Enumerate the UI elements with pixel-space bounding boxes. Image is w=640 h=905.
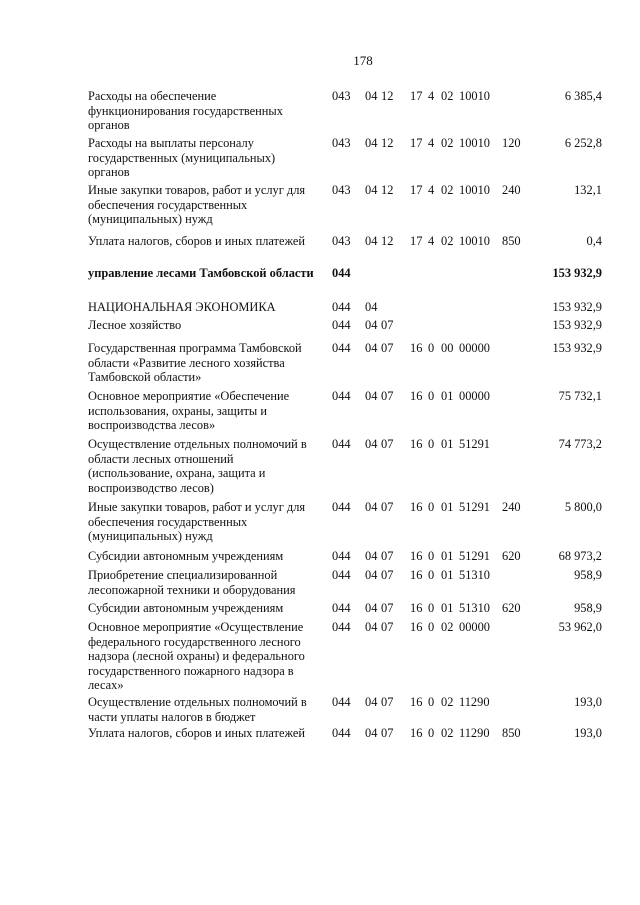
row-amount: 75 732,1 (558, 389, 602, 403)
row-amount: 0,4 (586, 234, 602, 248)
row-amount: 958,9 (574, 601, 602, 615)
row-code-cs3: 02 (441, 234, 454, 248)
row-code-cs1: 16 (410, 389, 423, 403)
row-code-cs1: 16 (410, 500, 423, 514)
row-name: Субсидии автономным учреждениям (88, 549, 284, 563)
row-amount: 958,9 (574, 568, 602, 582)
row-code-pr: 07 (381, 695, 394, 709)
row-code-cs1: 17 (410, 89, 423, 103)
row-code-ved: 044 (332, 620, 351, 634)
row-code-pr: 07 (381, 341, 394, 355)
row-code-ved: 044 (332, 500, 351, 514)
row-code-vr: 240 (502, 500, 521, 514)
row-code-cs4: 10010 (459, 234, 490, 248)
row-code-cs4: 51310 (459, 601, 490, 615)
row-amount: 193,0 (574, 695, 602, 709)
row-name: Лесное хозяйство (88, 318, 182, 332)
row-amount: 74 773,2 (558, 437, 602, 451)
row-name: Расходы на обеспечение функционирования государственных органов (88, 89, 283, 133)
row-code-cs3: 01 (441, 437, 454, 451)
row-code-cs2: 0 (428, 437, 435, 451)
row-name: Иные закупки товаров, работ и услуг для обеспечения государственных (муниципальных) нужд (88, 500, 306, 544)
row-code-vr: 120 (502, 136, 521, 150)
row-code-cs1: 16 (410, 549, 423, 563)
row-code-cs1: 17 (410, 234, 423, 248)
row-code-vr: 620 (502, 601, 521, 615)
row-code-cs2: 4 (428, 89, 435, 103)
row-amount: 153 932,9 (552, 266, 602, 280)
row-code-cs1: 16 (410, 437, 423, 451)
row-code-rz: 04 (365, 620, 378, 634)
row-code-vr: 620 (502, 549, 521, 563)
row-code-pr: 07 (381, 549, 394, 563)
row-code-cs3: 02 (441, 695, 454, 709)
row-name: Иные закупки товаров, работ и услуг для обеспечения государственных (муниципальных) нужд (88, 183, 306, 227)
row-code-cs1: 17 (410, 136, 423, 150)
row-code-cs3: 01 (441, 500, 454, 514)
row-code-pr: 07 (381, 726, 394, 740)
row-code-vr: 850 (502, 726, 521, 740)
row-code-ved: 044 (332, 695, 351, 709)
row-code-rz: 04 (365, 318, 378, 332)
row-code-cs1: 16 (410, 341, 423, 355)
row-amount: 153 932,9 (552, 318, 602, 332)
row-code-cs3: 00 (441, 341, 454, 355)
row-amount: 193,0 (574, 726, 602, 740)
row-code-cs4: 00000 (459, 389, 490, 403)
row-code-cs1: 16 (410, 568, 423, 582)
row-code-cs4: 51310 (459, 568, 490, 582)
row-code-cs2: 0 (428, 500, 435, 514)
row-code-rz: 04 (365, 568, 378, 582)
row-code-pr: 07 (381, 437, 394, 451)
row-name: управление лесами Тамбовской области (88, 266, 314, 280)
row-code-cs4: 51291 (459, 549, 490, 563)
row-code-ved: 044 (332, 601, 351, 615)
row-code-ved: 044 (332, 266, 351, 280)
row-code-ved: 044 (332, 437, 351, 451)
row-code-cs1: 16 (410, 726, 423, 740)
row-code-cs3: 01 (441, 549, 454, 563)
row-code-cs2: 4 (428, 183, 435, 197)
row-code-cs3: 02 (441, 620, 454, 634)
row-code-ved: 043 (332, 183, 351, 197)
row-code-ved: 044 (332, 389, 351, 403)
row-name: Осуществление отдельных полномочий в области лесных отношений (использование, охрана, защита и воспроизводство лесов) (88, 437, 307, 495)
row-code-cs2: 0 (428, 389, 435, 403)
page-number: 178 (353, 53, 373, 68)
row-code-cs4: 10010 (459, 183, 490, 197)
row-code-rz: 04 (365, 183, 378, 197)
row-code-pr: 07 (381, 500, 394, 514)
row-code-cs4: 00000 (459, 341, 490, 355)
row-name: Государственная программа Тамбовской области «Развитие лесного хозяйства Тамбовской области» (88, 341, 302, 385)
row-code-ved: 044 (332, 341, 351, 355)
row-code-cs3: 02 (441, 726, 454, 740)
row-amount: 153 932,9 (552, 300, 602, 314)
row-code-pr: 12 (381, 89, 394, 103)
row-code-cs2: 4 (428, 136, 435, 150)
row-name: Основное мероприятие «Осуществление федерального государственного лесного надзора (лесной охраны) и федерального государственного пожарного надзора в лесах» (88, 620, 305, 693)
row-amount: 68 973,2 (558, 549, 602, 563)
row-name: Расходы на выплаты персоналу государственных (муниципальных) органов (88, 136, 276, 180)
row-code-rz: 04 (365, 695, 378, 709)
row-code-cs2: 0 (428, 726, 435, 740)
row-name: Уплата налогов, сборов и иных платежей (88, 234, 306, 248)
row-code-cs2: 4 (428, 234, 435, 248)
row-code-vr: 850 (502, 234, 521, 248)
row-code-rz: 04 (365, 234, 378, 248)
row-code-pr: 07 (381, 318, 394, 332)
row-name: Приобретение специализированной лесопожарной техники и оборудования (88, 568, 296, 597)
row-code-ved: 044 (332, 318, 351, 332)
row-amount: 53 962,0 (558, 620, 602, 634)
row-code-cs2: 0 (428, 568, 435, 582)
row-code-cs3: 02 (441, 183, 454, 197)
row-code-cs3: 01 (441, 389, 454, 403)
row-code-cs1: 17 (410, 183, 423, 197)
row-code-ved: 044 (332, 300, 351, 314)
row-code-rz: 04 (365, 341, 378, 355)
row-code-cs4: 51291 (459, 500, 490, 514)
row-amount: 6 252,8 (564, 136, 602, 150)
row-amount: 153 932,9 (552, 341, 602, 355)
row-code-cs1: 16 (410, 620, 423, 634)
row-code-ved: 043 (332, 234, 351, 248)
row-name: Основное мероприятие «Обеспечение использования, охраны, защиты и воспроизводства лесов» (88, 389, 290, 433)
row-code-cs2: 0 (428, 695, 435, 709)
row-code-cs3: 02 (441, 136, 454, 150)
row-amount: 5 800,0 (564, 500, 602, 514)
row-code-rz: 04 (365, 437, 378, 451)
row-amount: 6 385,4 (564, 89, 602, 103)
row-code-ved: 044 (332, 726, 351, 740)
row-code-cs4: 10010 (459, 136, 490, 150)
row-code-cs2: 0 (428, 601, 435, 615)
row-code-cs4: 11290 (459, 726, 490, 740)
row-code-ved: 043 (332, 136, 351, 150)
row-code-cs4: 51291 (459, 437, 490, 451)
row-code-cs4: 11290 (459, 695, 490, 709)
row-code-pr: 12 (381, 234, 394, 248)
row-code-cs1: 16 (410, 695, 423, 709)
row-code-cs3: 01 (441, 568, 454, 582)
row-code-ved: 044 (332, 568, 351, 582)
row-code-rz: 04 (365, 601, 378, 615)
row-code-rz: 04 (365, 500, 378, 514)
row-code-vr: 240 (502, 183, 521, 197)
row-code-cs2: 0 (428, 549, 435, 563)
row-code-rz: 04 (365, 136, 378, 150)
row-code-rz: 04 (365, 89, 378, 103)
row-code-pr: 12 (381, 183, 394, 197)
row-code-cs2: 0 (428, 620, 435, 634)
row-code-pr: 07 (381, 568, 394, 582)
row-name: Осуществление отдельных полномочий в части уплаты налогов в бюджет (88, 695, 307, 724)
row-code-pr: 07 (381, 601, 394, 615)
row-code-cs4: 10010 (459, 89, 490, 103)
row-code-rz: 04 (365, 549, 378, 563)
row-code-pr: 12 (381, 136, 394, 150)
row-amount: 132,1 (574, 183, 602, 197)
row-code-ved: 044 (332, 549, 351, 563)
row-code-cs1: 16 (410, 601, 423, 615)
row-code-cs4: 00000 (459, 620, 490, 634)
row-code-ved: 043 (332, 89, 351, 103)
row-name: НАЦИОНАЛЬНАЯ ЭКОНОМИКА (88, 300, 276, 314)
row-code-rz: 04 (365, 389, 378, 403)
row-code-rz: 04 (365, 726, 378, 740)
row-name: Субсидии автономным учреждениям (88, 601, 284, 615)
row-code-cs3: 02 (441, 89, 454, 103)
row-name: Уплата налогов, сборов и иных платежей (88, 726, 306, 740)
row-code-pr: 07 (381, 389, 394, 403)
row-code-cs2: 0 (428, 341, 435, 355)
row-code-rz: 04 (365, 300, 378, 314)
row-code-cs3: 01 (441, 601, 454, 615)
row-code-pr: 07 (381, 620, 394, 634)
